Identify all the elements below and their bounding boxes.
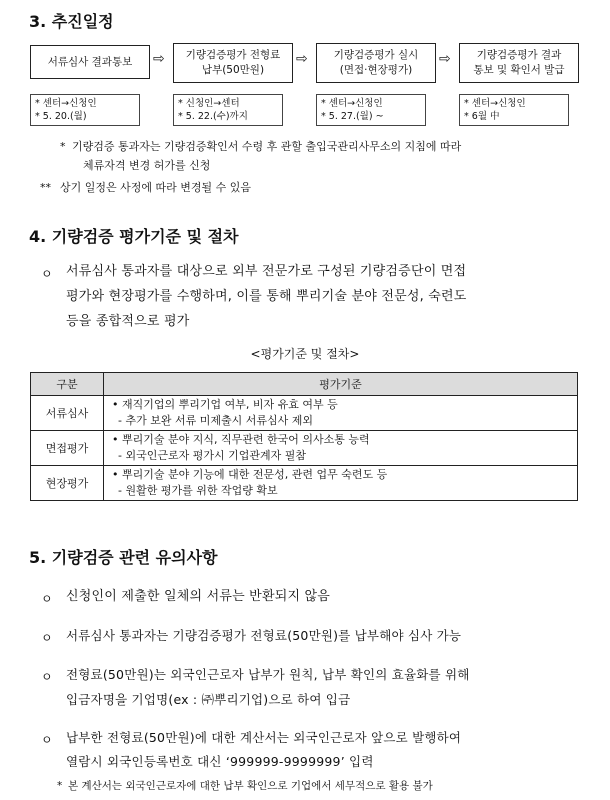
- step-2-label-line1: 기량검증평가 전형료: [185, 49, 281, 61]
- section-4-heading: 4. 기량검증 평가기준 및 절차: [29, 227, 239, 246]
- col-header-criteria: 평가기준: [104, 373, 578, 396]
- row-criteria: [104, 466, 578, 501]
- footnote-mark: *: [57, 780, 63, 792]
- schedule-note-3: [316, 94, 426, 126]
- note-item-2: 서류심사 통과자는 기량검증평가 전형료(50만원)를 납부해야 심사 가능: [66, 628, 462, 643]
- note-item-4-line2: 열람시 외국인등록번호 대신 ‘999999-9999999’ 입력: [66, 754, 374, 769]
- schedule-step-4: [459, 43, 579, 83]
- step-3-label-line2: (면접·현장평가): [339, 64, 413, 76]
- note-3-date: * 5. 27.(월) ~: [321, 111, 384, 122]
- bullet-icon: ㅇ: [41, 592, 53, 606]
- note-4-who: * 센터→신청인: [464, 98, 526, 109]
- criteria-line: • 뿌리기술 분야 지식, 직무관련 한국어 의사소통 능력: [112, 433, 370, 446]
- section-4-para-line3: 등을 종합적으로 평가: [66, 314, 190, 329]
- flow-arrow-icon: ⇨: [296, 51, 308, 67]
- step-3-label-line1: 기량검증평가 실시: [333, 49, 419, 61]
- step-4-label-line2: 통보 및 확인서 발급: [473, 64, 565, 76]
- footnote-1-line2: 체류자격 변경 허가를 신청: [83, 159, 211, 172]
- section-5-footnote: 본 계산서는 외국인근로자에 대한 납부 확인으로 기업에서 세무적으로 활용 불가: [68, 780, 433, 792]
- step-2-label-line2: 납부(50만원): [201, 64, 265, 76]
- section-5-heading: 5. 기량검증 관련 유의사항: [29, 548, 218, 567]
- flow-arrow-icon: ⇨: [153, 51, 165, 67]
- criteria-table: [30, 372, 578, 501]
- criteria-line: • 재직기업의 뿌리기업 여부, 비자 유효 여부 등: [112, 398, 338, 411]
- note-4-date: * 6월 中: [464, 111, 500, 122]
- schedule-note-2: [173, 94, 283, 126]
- section-4-para-line1: 서류심사 통과자를 대상으로 외부 전문가로 구성된 기량검증단이 면접: [66, 264, 467, 279]
- row-category: 면접평가: [31, 431, 104, 466]
- criteria-line: • 뿌리기술 분야 기능에 대한 전문성, 관련 업무 숙련도 등: [112, 468, 388, 481]
- table-row: [31, 431, 578, 466]
- step-4-label-line1: 기량검증평가 결과: [476, 49, 562, 61]
- table-header-row: [31, 373, 578, 396]
- section-3-heading: 3. 추진일정: [29, 12, 114, 31]
- row-criteria: [104, 431, 578, 466]
- schedule-step-3: [316, 43, 436, 83]
- note-1-date: * 5. 20.(월): [35, 111, 87, 122]
- footnote-mark: **: [40, 181, 51, 194]
- section-4-para-line2: 평가와 현장평가를 수행하며, 이를 통해 뿌리기술 분야 전문성, 숙련도: [66, 289, 467, 304]
- footnote-1-line1: 기량검증 통과자는 기량검증확인서 수령 후 관할 출입국관리사무소의 지침에 따라: [72, 140, 462, 153]
- table-row: [31, 396, 578, 431]
- bullet-icon: ㅇ: [41, 733, 53, 747]
- col-header-category: 구분: [31, 373, 104, 396]
- table-row: [31, 466, 578, 501]
- schedule-note-4: [459, 94, 569, 126]
- criteria-subline: - 추가 보완 서류 미제출시 서류심사 제외: [118, 414, 313, 427]
- bullet-icon: ㅇ: [41, 670, 53, 684]
- criteria-subline: - 외국인근로자 평가시 기업관계자 필참: [118, 449, 306, 462]
- note-1-who: * 센터→신청인: [35, 98, 97, 109]
- note-item-1: 신청인이 제출한 일체의 서류는 반환되지 않음: [66, 589, 331, 604]
- note-item-3-line1: 전형료(50만원)는 외국인근로자 납부가 원칙, 납부 확인의 효율화를 위해: [66, 667, 470, 682]
- schedule-step-1: [30, 45, 150, 79]
- step-1-label: 서류심사 결과통보: [47, 55, 133, 68]
- row-criteria: [104, 396, 578, 431]
- bullet-icon: ㅇ: [41, 631, 53, 645]
- row-category: 현장평가: [31, 466, 104, 501]
- flow-arrow-icon: ⇨: [439, 51, 451, 67]
- footnote-2: 상기 일정은 사정에 따라 변경될 수 있음: [60, 181, 251, 194]
- note-3-who: * 센터→신청인: [321, 98, 383, 109]
- note-item-4-line1: 납부한 전형료(50만원)에 대한 계산서는 외국인근로자 앞으로 발행하여: [66, 730, 462, 745]
- schedule-note-1: [30, 94, 140, 126]
- row-category: 서류심사: [31, 396, 104, 431]
- schedule-step-2: [173, 43, 293, 83]
- note-2-date: * 5. 22.(수)까지: [178, 111, 248, 122]
- criteria-subline: - 원활한 평가를 위한 작업량 확보: [118, 484, 278, 497]
- table-title: <평가기준 및 절차>: [250, 347, 360, 361]
- note-item-3-line2: 입금자명을 기업명(ex : ㈜뿌리기업)으로 하여 입금: [66, 692, 351, 707]
- note-2-who: * 신청인→센터: [178, 98, 240, 109]
- footnote-mark: *: [60, 140, 66, 153]
- bullet-icon: ㅇ: [41, 267, 53, 281]
